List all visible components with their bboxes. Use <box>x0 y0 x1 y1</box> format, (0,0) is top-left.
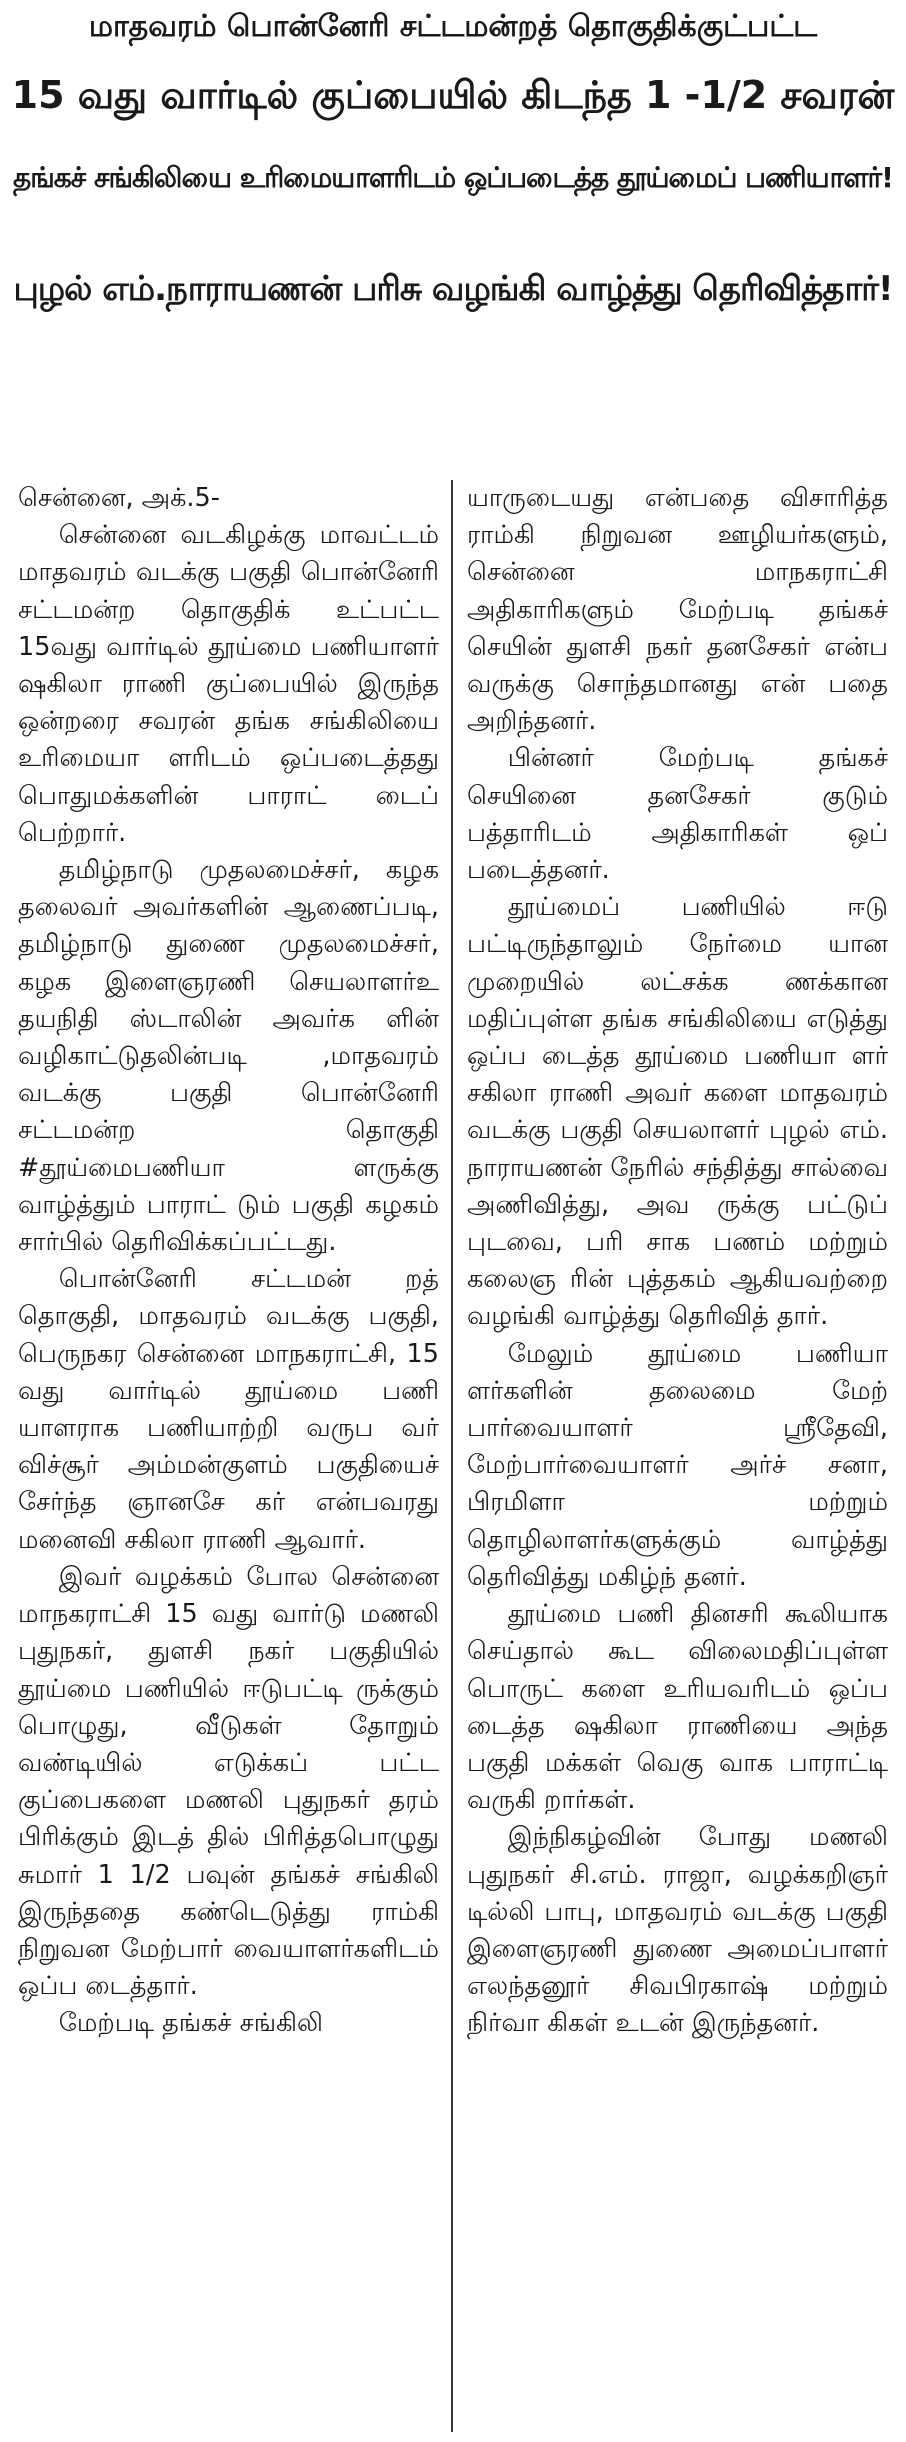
headline-line-2: 15 வது வார்டில் குப்பையில் கிடந்த 1 -1/2 சவரன் <box>11 73 895 117</box>
paragraph: சென்னை வடகிழக்கு மாவட்டம் மாதவரம் வடக்கு பகுதி பொன்னேரி சட்டமன்ற தொகுதிக் உட்பட்ட 15வது வார்டில் தூய்மை பணியாளர் ஷகிலா ராணி குப்பையில் இருந்த ஒன்றரை சவரன் தங்க சங்கிலியை உரிமையா ளரிடம் ஒப்படைத்தது பொதுமக்களின் பாராட் டைப் பெற்றார். <box>18 520 439 848</box>
paragraph: பின்னர் மேற்படி தங்கச் செயினை தனசேகர் குடும் பத்தாரிடம் அதிகாரிகள் ஒப் படைத்தனர். <box>467 743 888 886</box>
paragraph: இந்நிகழ்வின் போது மணலி புதுநகர் சி.எம். ராஜா, வழக்கறிஞர் டில்லி பாபு, மாதவரம் வடக்கு பகுதி இளைஞரணி துணை அமைப்பாளர் எலந்தனூர் சிவபிரகாஷ் மற்றும் நிர்வா கிகள் உடன் இருந்தனர். <box>467 1822 888 2039</box>
paragraph: தூய்மைப் பணியில் ஈடு பட்டிருந்தாலும் நேர்மை யான முறையில் லட்சக்க ணக்கான மதிப்புள்ள தங்க சங்கிலியை எடுத்து ஒப்ப டைத்த தூய்மை பணியா ளர் சகிலா ராணி அவர் களை மாதவரம் வடக்கு பகுதி செயலாளர் புழல் எம். நாராயணன் நேரில் சந்தித்து சால்வை அணிவித்து, அவ ருக்கு பட்டுப் புடவை, பரி சாக பணம் மற்றும் கலைஞ ரின் புத்தகம் ஆகியவற்றை வழங்கி வாழ்த்து தெரிவித் தார். <box>467 892 888 1332</box>
paragraph-continued: யாருடையது என்பதை விசாரித்த ராம்கி நிறுவன ஊழியர்களும், சென்னை மாநகராட்சி அதிகாரிகளும் மேற்படி தங்கச் செயின் துளசி நகர் தனசேகர் என்ப வருக்கு சொந்தமானது என் பதை அறிந்தனர். <box>467 483 888 737</box>
paragraph: இவர் வழக்கம் போல சென்னை மாநகராட்சி 15 வது வார்டு மணலி புதுநகர், துளசி நகர் பகுதியில் தூய்மை பணியில் ஈடுபட்டி ருக்கும் பொழுது, வீடுகள் தோறும் வண்டியில் எடுக்கப் பட்ட குப்பைகளை மணலி புதுநகர் தரம் பிரிக்கும் இடத் தில் பிரித்தபொழுது சுமார் 1 1/2 பவுன் தங்கச் சங்கிலி இருந்ததை கண்டெடுத்து ராம்கி நிறுவன மேற்பார் வையாளர்களிடம் ஒப்ப டைத்தார். <box>18 1561 439 2002</box>
article-column-right <box>453 480 888 2432</box>
paragraph: பொன்னேரி சட்டமன் றத் தொகுதி, மாதவரம் வடக்கு பகுதி, பெருநகர சென்னை மாநகராட்சி, 15 வது வார்டில் தூய்மை பணி யாளராக பணியாற்றி வருப வர் விச்சூர் அம்மன்குளம் பகுதியைச் சேர்ந்த ஞானசே கர் என்பவரது மனைவி சகிலா ராணி ஆவார். <box>18 1264 439 1555</box>
headline-line-3: தங்கச் சங்கிலியை உரிமையாளரிடம் ஒப்படைத்த தூய்மைப் பணியாளர்! <box>13 161 893 194</box>
paragraph: மேலும் தூய்மை பணியா ளர்களின் தலைமை மேற் பார்வையாளர் ஸ்ரீதேவி, மேற்பார்வையாளர் அர்ச் சனா, பிரமிளா மற்றும் தொழிலாளர்களுக்கும் வாழ்த்து தெரிவித்து மகிழ்ந் தனர். <box>467 1338 888 1592</box>
paragraph: தூய்மை பணி தினசரி கூலியாக செய்தால் கூட விலைமதிப்புள்ள பொருட் களை உரியவரிடம் ஒப்ப டைத்த ஷகிலா ராணியை அந்த பகுதி மக்கள் வெகு வாக பாராட்டி வருகி றார்கள். <box>467 1599 888 1816</box>
headline-line-4: புழல் எம்.நாராயணன் பரிசு வழங்கி வாழ்த்து தெரிவித்தார்! <box>13 269 893 309</box>
article-column-left <box>18 480 453 2432</box>
headline-line-1: மாதவரம் பொன்னேரி சட்டமன்றத் தொகுதிக்குட்பட்ட <box>88 9 818 44</box>
paragraph: தமிழ்நாடு முதலமைச்சர், கழக தலைவர் அவர்களின் ஆணைப்படி, தமிழ்நாடு துணை முதலமைச்சர், கழக இளைஞரணி செயலாளர்உ தயநிதி ஸ்டாலின் அவர்க ளின் வழிகாட்டுதலின்படி ,மாதவரம் வடக்கு பகுதி பொன்னேரி சட்டமன்ற தொகுதி #தூய்மைபணியா ளருக்கு வாழ்த்தும் பாராட் டும் பகுதி கழகம் சார்பில் தெரிவிக்கப்பட்டது. <box>18 855 439 1258</box>
dateline: சென்னை, அக்.5- <box>18 483 220 513</box>
paragraph: மேற்படி தங்கச் சங்கிலி <box>58 2008 323 2039</box>
article-body <box>18 480 888 2432</box>
